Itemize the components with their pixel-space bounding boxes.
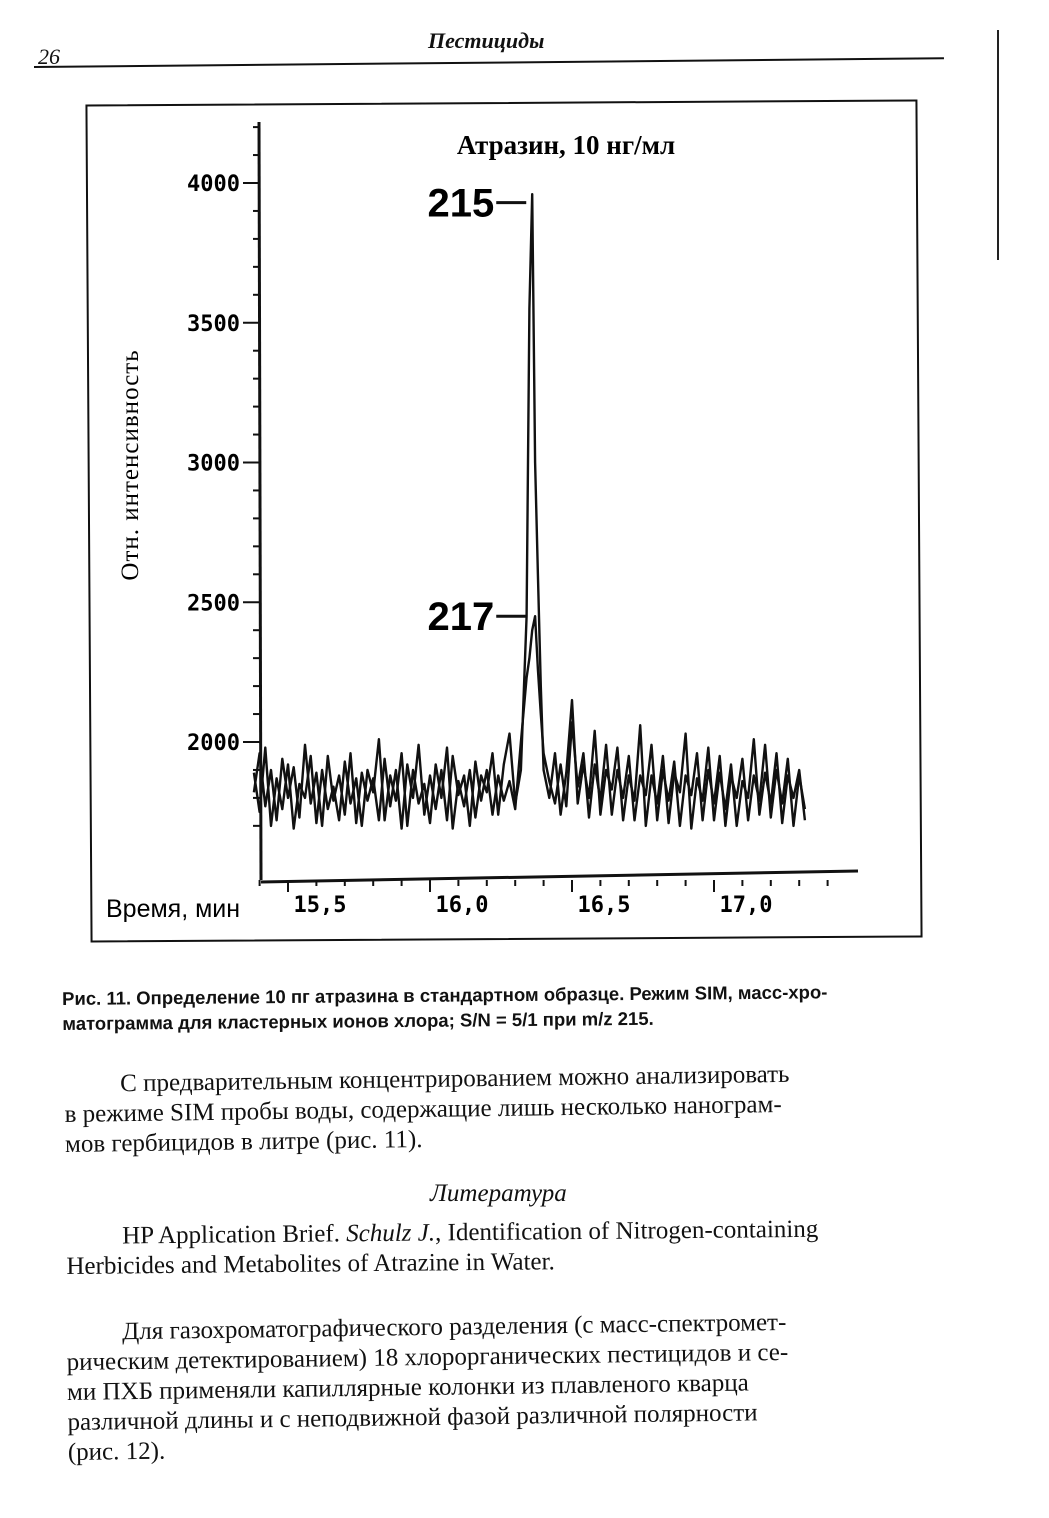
paragraph-line: различной длины и с неподвижной фазой различной полярности: [67, 1399, 758, 1436]
x-tick-label: 16,0: [435, 893, 489, 918]
reference-entry: [66, 1213, 987, 1282]
paragraph-line: С предварительным концентрированием можно анализировать: [120, 1060, 790, 1098]
y-tick-label: 3000: [187, 451, 240, 477]
x-ticks: [260, 880, 828, 918]
paragraph-line: (рис. 12).: [67, 1437, 166, 1466]
paragraph-gc: [66, 1305, 983, 1468]
y-tick-label: 2500: [187, 591, 240, 617]
paragraph-line: мов гербицидов в литре (рис. 11).: [64, 1126, 423, 1158]
reference-title-part: , Identification of Nitrogen-containing: [434, 1215, 819, 1247]
x-tick-label: 17,0: [719, 893, 773, 918]
x-axis-line: [261, 871, 858, 882]
paragraph-line: Для газохроматографического разделения (с масс-спектромет-: [122, 1308, 787, 1346]
figure-caption: [62, 978, 972, 1036]
series-group: [254, 194, 805, 828]
running-head: Пестициды: [428, 28, 545, 53]
annotation-group: [427, 182, 526, 640]
y-ticks: [187, 127, 260, 826]
y-tick-label: 3500: [187, 311, 240, 337]
x-tick-label: 16,5: [577, 893, 631, 918]
reference-source: HP Application Brief.: [122, 1220, 347, 1250]
paragraph-line: рическим детектированием) 18 хлорорганических пестицидов и се-: [66, 1338, 789, 1376]
y-axis-line: [259, 122, 261, 880]
series-line-217: [254, 616, 805, 828]
y-tick-label: 4000: [187, 172, 240, 197]
series-line-215: [254, 194, 805, 828]
page-number: 26: [38, 44, 60, 69]
caption-line-2: матограмма для кластерных ионов хлора; S/N = 5/1 при m/z 215.: [62, 1007, 654, 1034]
chart-title: Атразин, 10 нг/мл: [456, 130, 676, 160]
annotation-label: 217: [427, 595, 495, 640]
x-axis-label: Время, мин: [106, 895, 241, 923]
caption-line-1: Рис. 11. Определение 10 пг атразина в стандартном образце. Режим SIM, масс-хро-: [62, 981, 828, 1009]
paragraph-sim: [64, 1057, 980, 1160]
paragraph-line: ми ПХБ применяли капиллярные колонки из плавленого кварца: [66, 1369, 749, 1406]
y-axis-label: Отн. интенсивность: [117, 349, 144, 581]
reference-author: Schulz J.: [346, 1219, 436, 1248]
paragraph-line: в режиме SIM пробы воды, содержащие лишь несколько нанограм-: [64, 1090, 782, 1128]
section-title-literature: Литература: [430, 1180, 567, 1207]
chart-root: [106, 122, 858, 923]
y-tick-label: 2000: [187, 731, 240, 756]
x-tick-label: 15,5: [293, 893, 347, 918]
annotation-label: 215: [427, 181, 495, 226]
reference-line-2: Herbicides and Metabolites of Atrazine in Water.: [66, 1248, 555, 1280]
